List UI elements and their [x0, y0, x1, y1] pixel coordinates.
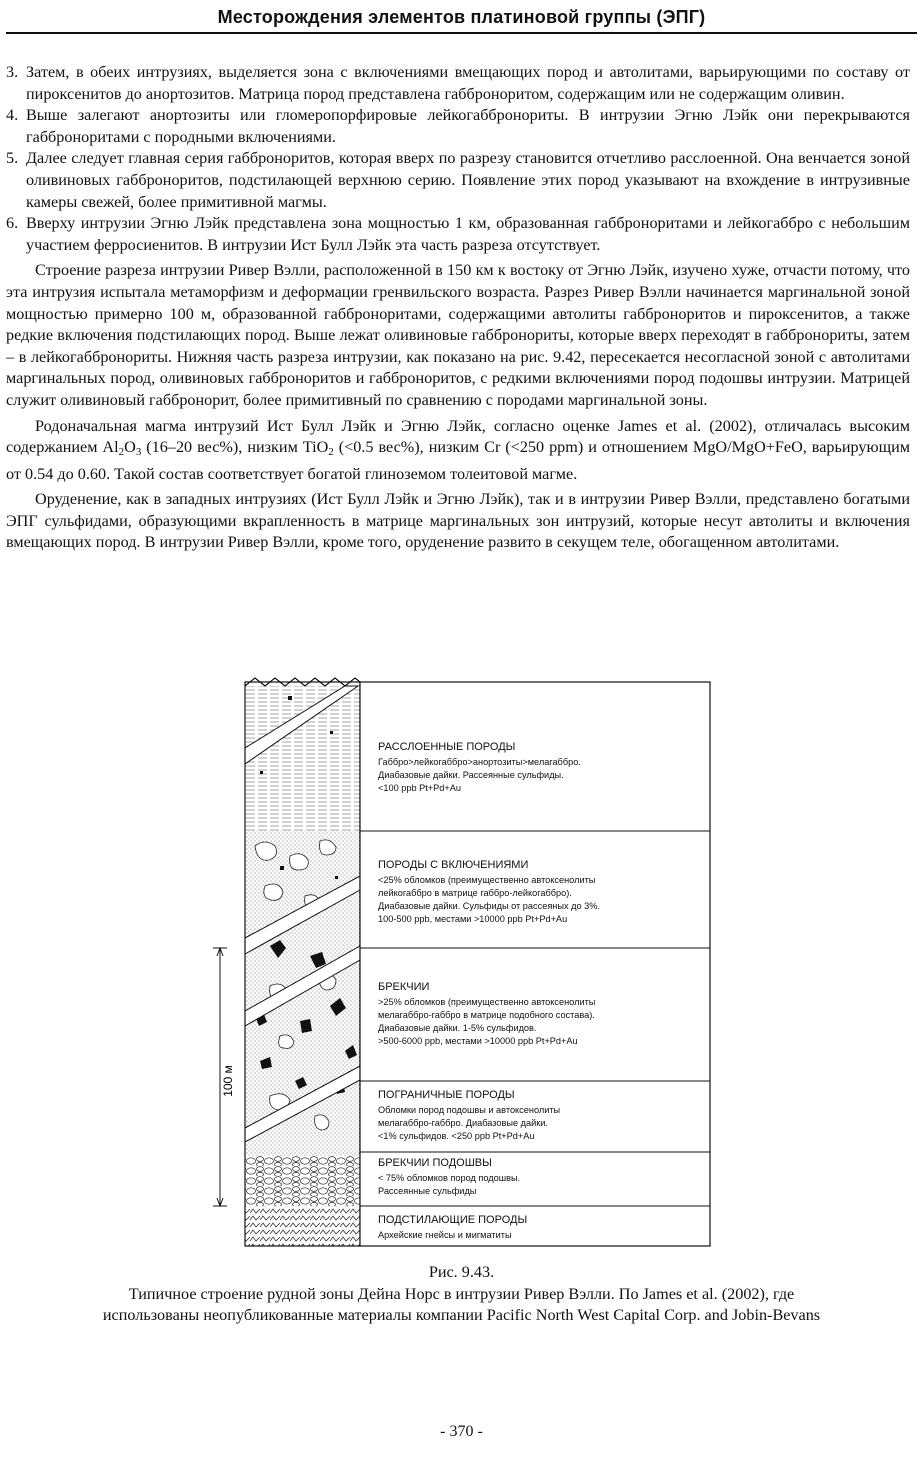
list-number: 6.	[6, 214, 19, 233]
figure-9-43	[210, 676, 715, 1248]
caption-number: Рис. 9.43.	[428, 1263, 495, 1281]
list-item	[6, 148, 910, 213]
unit-line: <1% сульфидов. <250 ppb Pt+Pd+Au	[378, 1131, 535, 1141]
unit-line: Габбро>лейкогаббро>анортозиты>мелагаббро.	[378, 757, 581, 767]
list-number: 3.	[6, 63, 19, 81]
unit-line: < 75% обломков пород подошвы.	[378, 1173, 521, 1183]
paragraph: Родоначальная магма интрузий Ист Булл Лэйк и Эгню Лэйк, согласно оценке James et al. (2002), отличалась высоким содержанием $Al_2O_3$ (16–20 вес%), низким TiO$_2$ (<0.5 вес%), низким Cr (<250 ppm) и отношением MgO/MgO+FeO, варьирующим от 0.54 до 0.60. Такой состав соответствует богатой глиноземом толеитовой магме.	[6, 416, 910, 483]
stratigraphic-column-diagram	[210, 676, 715, 1248]
caption-text: Типичное строение рудной зоны Дейна Норс в интрузии Ривер Вэлли. По James et al. (2002), где	[128, 1284, 795, 1303]
list-item	[6, 105, 910, 148]
list-text: Затем, в обеих интрузиях, выделяется зона с включениями вмещающих пород и автолитами, варьирующими по составу от пироксенитов до анортозитов. Матрица пород представлена габброноритом, содержащим или не содержащим оливин.	[26, 63, 910, 103]
running-header	[0, 0, 923, 34]
unit-line: >500-6000 ppb, местами >10000 ppb Pt+Pd+Au	[378, 1036, 578, 1046]
list-item	[6, 62, 910, 105]
unit-title: ПОГРАНИЧНЫЕ ПОРОДЫ	[378, 1089, 515, 1101]
list-text: Далее следует главная серия габброноритов, которая вверх по разрезу становится отчетливо расслоенной. Она венчается зоной оливиновых габброноритов, подстилающей верхнюю серию. Появление этих пород указывают на вхождение в интрузивные камеры свежей, более примитивной магмы.	[26, 149, 910, 211]
unit-line: мелагаббро-габбро в матрице подобного состава).	[378, 1010, 595, 1020]
unit-line: 100-500 ppb, местами >10000 ppb Pt+Pd+Au	[378, 914, 568, 924]
unit-title: БРЕКЧИИ	[378, 981, 430, 993]
scale-label: 100 м	[221, 1065, 235, 1097]
unit-line: <25% обломков (преимущественно автоксенолиты	[378, 875, 596, 885]
paragraph: Строение разреза интрузии Ривер Вэлли, расположенной в 150 км к востоку от Эгню Лэйк, изучено хуже, отчасти потому, что эта интрузия испытала метаморфизм и деформации гренвильского возраста. Разрез Ривер Вэлли начинается маргинальной зоной мощностью примерно 100 м, образованной габброноритами, содержащими автолиты габброноритов и пироксенитов, а также редкие включения подстилающих пород. Выше лежат оливиновые габбронориты, которые вверх переходят в габбронориты, затем – в лейкогаббронориты. Нижняя часть разреза интрузии, как показано на рис. 9.42, пересекается несогласной зоной с автолитами маргинальных пород, оливиновых габброноритов и габброноритов, с редкими включениями пород подошвы интрузии. Матрицей служит оливиновый габбронорит, более примитивный по сравнению с породами маргинальной зоны.	[6, 261, 910, 409]
caption-text: использованы неопубликованные материалы компании Pacific North West Capital Corp. and Jobin-Bevans	[102, 1306, 821, 1325]
unit-line: Диабазовые дайки. 1-5% сульфидов.	[378, 1023, 537, 1033]
unit-line: Обломки пород подошвы и автоксенолиты	[378, 1105, 561, 1115]
unit-title: ПОДСТИЛАЮЩИЕ ПОРОДЫ	[378, 1214, 528, 1226]
body-text	[6, 62, 910, 554]
page-number: - 370 -	[440, 1423, 483, 1440]
unit-line: Рассеянные сульфиды	[378, 1186, 477, 1196]
list-number: 4.	[6, 106, 19, 125]
unit-line: >25% обломков (преимущественно автоксенолиты	[378, 997, 596, 1007]
list-text: Выше залегают анортозиты или гломеропорфировые лейкогаббронориты. В интрузии Эгню Лэйк они перекрываются габброноритами с породными включениями.	[26, 106, 910, 146]
list-text: Вверху интрузии Эгню Лэйк представлена зона мощностью 1 км, образованная габброноритами и лейкогаббро с небольшим участием ферросиенитов. В интрузии Ист Булл Лэйк эта часть разреза отсутствует.	[26, 214, 910, 254]
list-item	[6, 213, 910, 256]
unit-line: Диабазовые дайки. Рассеянные сульфиды.	[378, 770, 564, 780]
unit-line: Архейские гнейсы и мигматиты	[378, 1230, 512, 1240]
unit-title: БРЕКЧИИ ПОДОШВЫ	[378, 1157, 492, 1169]
unit-line: мелагаббро-габбро. Диабазовые дайки.	[378, 1118, 548, 1128]
unit-line: <100 ppb Pt+Pd+Au	[378, 783, 462, 793]
list-number: 5.	[6, 149, 19, 168]
unit-title: РАССЛОЕННЫЕ ПОРОДЫ	[378, 741, 516, 753]
figure-caption	[0, 1262, 923, 1327]
unit-line: Диабазовые дайки. Сульфиды от рассеяных до 3%.	[378, 901, 600, 911]
running-header-title: Месторождения элементов платиновой группы (ЭПГ)	[217, 7, 706, 27]
unit-line: лейкогаббро в матрице габбро-лейкогаббро).	[378, 888, 572, 898]
unit-title: ПОРОДЫ С ВКЛЮЧЕНИЯМИ	[378, 859, 529, 871]
paragraph: Оруденение, как в западных интрузиях (Ист Булл Лэйк и Эгню Лэйк), так и в интрузии Ривер Вэлли, представлено богатыми ЭПГ сульфидами, образующими вкрапленность в матрице маргинальных зон интрузий, которые несут автолиты и включения вмещающих пород. В интрузии Ривер Вэлли, кроме того, оруденение развито в секущем теле, обогащенном автолитами.	[6, 490, 910, 552]
header-rule	[6, 32, 917, 34]
